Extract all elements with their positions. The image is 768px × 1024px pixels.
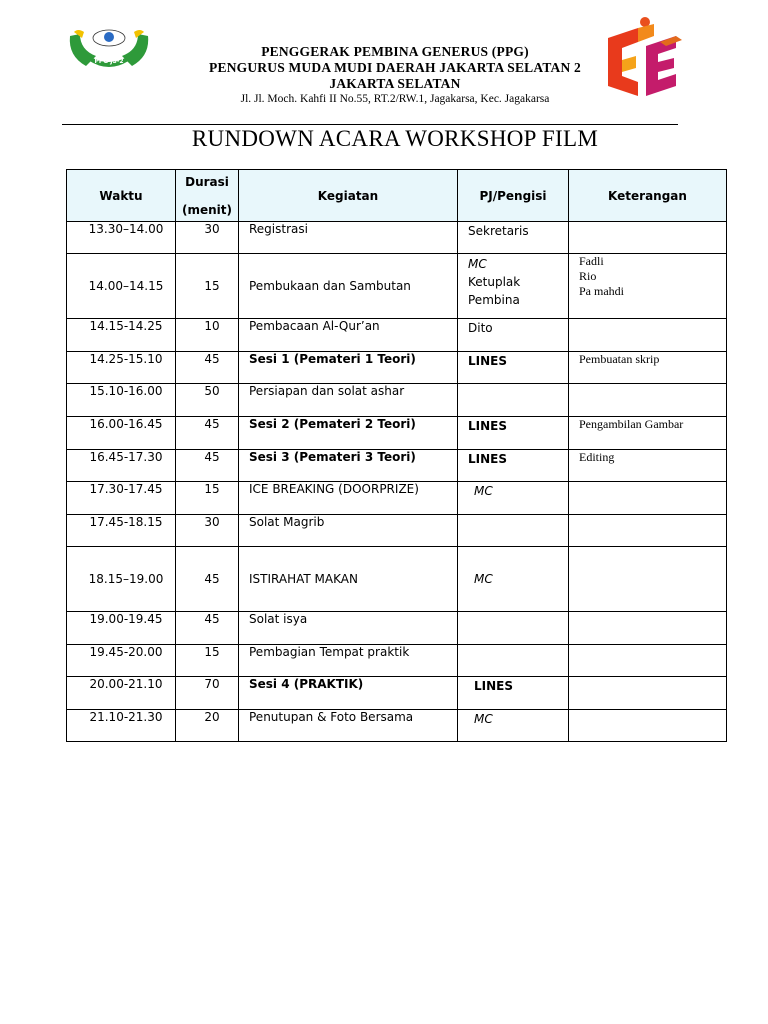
cell-kegiatan: Sesi 4 (PRAKTIK): [239, 677, 458, 710]
table-row: [67, 547, 727, 612]
pj-name: MC: [474, 484, 493, 498]
cell-waktu: 21.10-21.30: [67, 710, 176, 742]
cell-pj: [458, 254, 569, 319]
cell-keterangan: [569, 547, 727, 612]
cell-kegiatan: Sesi 2 (Pemateri 2 Teori): [239, 417, 458, 450]
header-kegiatan: Kegiatan: [239, 170, 458, 222]
cell-pj: [458, 482, 569, 515]
pj-name: MC: [474, 572, 493, 586]
cell-kegiatan: Pembacaan Al-Qur’an: [239, 319, 458, 352]
cell-pj: [458, 417, 569, 450]
cell-keterangan: [569, 677, 727, 710]
pj-name: LINES: [468, 354, 507, 368]
cell-kegiatan: Registrasi: [239, 222, 458, 254]
cell-keterangan: [569, 384, 727, 417]
cell-keterangan: [569, 352, 727, 384]
keterangan-note: Editing: [579, 450, 615, 464]
header-keterangan: Keterangan: [569, 170, 727, 222]
cell-keterangan: [569, 645, 727, 677]
cell-keterangan: [569, 612, 727, 645]
cell-keterangan: [569, 417, 727, 450]
cell-waktu: 14.00–14.15: [67, 254, 176, 319]
document-title: RUNDOWN ACARA WORKSHOP FILM: [191, 126, 599, 151]
cell-pj: [458, 612, 569, 645]
pj-name: LINES: [474, 679, 513, 693]
table-row: [67, 677, 727, 710]
pj-name: Ketuplak: [468, 275, 521, 289]
cell-waktu: 14.25-15.10: [67, 352, 176, 384]
cell-durasi: 45: [176, 450, 239, 482]
cell-keterangan: [569, 515, 727, 547]
pj-name: Pembina: [468, 293, 520, 307]
cell-durasi: 70: [176, 677, 239, 710]
cell-waktu: 16.00-16.45: [67, 417, 176, 450]
cell-waktu: 17.30-17.45: [67, 482, 176, 515]
cell-keterangan: [569, 254, 727, 319]
cell-durasi: 15: [176, 645, 239, 677]
keterangan-note: Pembuatan skrip: [579, 352, 660, 366]
cell-pj: [458, 384, 569, 417]
keterangan-note: Rio: [579, 269, 597, 283]
keterangan-note: Fadli: [579, 254, 604, 268]
header-waktu: Waktu: [67, 170, 176, 222]
table-header-row: [67, 170, 727, 222]
table-row: [67, 482, 727, 515]
pj-name: LINES: [468, 419, 507, 433]
table-row: [67, 612, 727, 645]
header-line-3: JAKARTA SELATAN: [329, 76, 461, 91]
keterangan-note: Pengambilan Gambar: [579, 417, 684, 431]
cell-keterangan: [569, 319, 727, 352]
cell-pj: [458, 222, 569, 254]
cell-kegiatan: ICE BREAKING (DOORPRIZE): [239, 482, 458, 515]
ppg-logo-text: PPG JS-2: [94, 58, 124, 65]
cell-durasi: 50: [176, 384, 239, 417]
keterangan-note: Pa mahdi: [579, 284, 624, 298]
ppg-logo: [66, 26, 152, 72]
cell-waktu: 17.45-18.15: [67, 515, 176, 547]
cell-waktu: 15.10-16.00: [67, 384, 176, 417]
table-row: [67, 254, 727, 319]
header-durasi: [176, 170, 239, 222]
cell-kegiatan: Pembagian Tempat praktik: [239, 645, 458, 677]
cell-durasi: 30: [176, 222, 239, 254]
pj-name: LINES: [468, 452, 507, 466]
cell-pj: [458, 710, 569, 742]
table-row: [67, 319, 727, 352]
rundown-table: [66, 169, 727, 742]
cell-durasi: 15: [176, 482, 239, 515]
cell-pj: [458, 450, 569, 482]
cell-waktu: 13.30–14.00: [67, 222, 176, 254]
header-durasi-top: Durasi: [185, 174, 229, 189]
table-row: [67, 222, 727, 254]
table-row: [67, 710, 727, 742]
cell-kegiatan: Pembukaan dan Sambutan: [239, 254, 458, 319]
cell-kegiatan: Solat isya: [239, 612, 458, 645]
cell-pj: [458, 645, 569, 677]
cell-waktu: 19.45-20.00: [67, 645, 176, 677]
cell-keterangan: [569, 450, 727, 482]
header-pj: PJ/Pengisi: [458, 170, 569, 222]
table-row: [67, 384, 727, 417]
cell-durasi: 15: [176, 254, 239, 319]
table-row: [67, 417, 727, 450]
cell-waktu: 14.15-14.25: [67, 319, 176, 352]
cell-kegiatan: ISTIRAHAT MAKAN: [239, 547, 458, 612]
cell-durasi: 45: [176, 547, 239, 612]
table-row: [67, 352, 727, 384]
cell-durasi: 45: [176, 612, 239, 645]
cell-waktu: 18.15–19.00: [67, 547, 176, 612]
cell-durasi: 20: [176, 710, 239, 742]
cell-durasi: 45: [176, 417, 239, 450]
cell-durasi: 10: [176, 319, 239, 352]
cell-pj: [458, 515, 569, 547]
pj-name: Dito: [468, 321, 493, 335]
cell-durasi: 45: [176, 352, 239, 384]
cell-pj: [458, 677, 569, 710]
cell-keterangan: [569, 710, 727, 742]
cell-waktu: 16.45-17.30: [67, 450, 176, 482]
cell-keterangan: [569, 482, 727, 515]
cell-kegiatan: Sesi 3 (Pemateri 3 Teori): [239, 450, 458, 482]
cell-durasi: 30: [176, 515, 239, 547]
table-row: [67, 450, 727, 482]
cell-kegiatan: Penutupan & Foto Bersama: [239, 710, 458, 742]
pj-name: MC: [468, 257, 487, 271]
pj-name: Sekretaris: [468, 224, 529, 238]
cell-kegiatan: Sesi 1 (Pemateri 1 Teori): [239, 352, 458, 384]
header-divider: [62, 124, 678, 125]
cell-waktu: 19.00-19.45: [67, 612, 176, 645]
pj-name: MC: [474, 712, 493, 726]
table-row: [67, 515, 727, 547]
header-address: Jl. Jl. Moch. Kahfi II No.55, RT.2/RW.1, Jagakarsa, Kec. Jagakarsa: [240, 93, 550, 105]
cell-kegiatan: Solat Magrib: [239, 515, 458, 547]
table-row: [67, 645, 727, 677]
header-durasi-bottom: (menit): [181, 202, 232, 217]
header-line-1: PENGGERAK PEMBINA GENERUS (PPG): [261, 44, 529, 59]
cell-pj: [458, 319, 569, 352]
header-line-2: PENGURUS MUDA MUDI DAERAH JAKARTA SELATAN 2: [209, 60, 581, 75]
cell-pj: [458, 547, 569, 612]
cell-kegiatan: Persiapan dan solat ashar: [239, 384, 458, 417]
cell-waktu: 20.00-21.10: [67, 677, 176, 710]
cell-keterangan: [569, 222, 727, 254]
cell-pj: [458, 352, 569, 384]
